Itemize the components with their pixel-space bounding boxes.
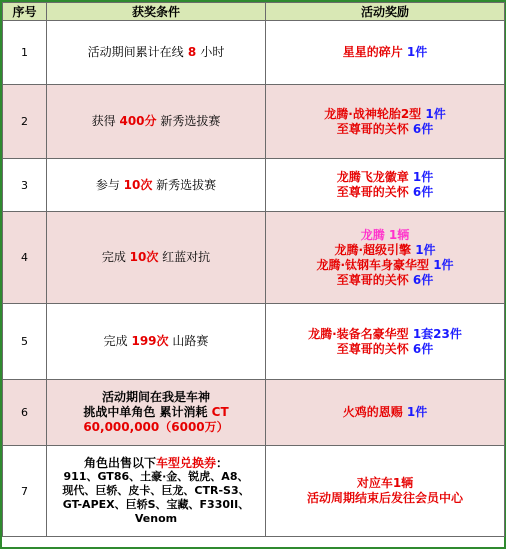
reward-quantity: 1套23件 <box>408 326 462 341</box>
condition-value: 60,000,000（6000万） <box>83 420 229 434</box>
header-number: 序号 <box>3 3 47 21</box>
reward-item: 龙腾·超级引擎 <box>334 242 412 257</box>
row-number: 5 <box>3 304 47 380</box>
row-number: 2 <box>3 85 47 159</box>
header-condition: 获奖条件 <box>47 3 266 21</box>
condition-value: 10次 <box>123 177 153 192</box>
condition-cell <box>47 304 266 380</box>
reward-quantity: 1件 <box>408 170 434 184</box>
row-number: 4 <box>3 212 47 304</box>
reward-quantity: 1件 <box>421 106 446 121</box>
reward-quantity: 1件 <box>411 242 436 257</box>
car-list-line: 911、GT86、土豪·金、锐虎、A8、 <box>63 470 249 483</box>
condition-value: 199次 <box>131 334 169 348</box>
reward-cell <box>266 21 505 85</box>
car-list-line: GT-APEX、巨轿S、宝藏、F330II、 <box>62 498 250 511</box>
condition-cell <box>47 446 266 537</box>
condition-cell <box>47 21 266 85</box>
reward-cell <box>266 304 505 380</box>
reward-quantity: 1件 <box>429 257 454 272</box>
reward-quantity: 6件 <box>408 121 434 136</box>
condition-text: 新秀选拔赛 <box>152 177 217 192</box>
table-row <box>3 380 505 446</box>
header-reward: 活动奖励 <box>266 3 505 21</box>
reward-item: 龙腾·装备名豪华型 <box>308 326 409 341</box>
reward-cell <box>266 159 505 212</box>
condition-cell <box>47 212 266 304</box>
reward-note: 活动周期结束后发往会员中心 <box>306 491 463 505</box>
condition-text: 小时 <box>200 45 225 59</box>
condition-value: 8 <box>183 45 201 59</box>
row-number: 1 <box>3 21 47 85</box>
condition-cell <box>47 85 266 159</box>
condition-cell <box>47 159 266 212</box>
reward-item-vehicle: 龙腾 1辆 <box>360 227 410 242</box>
reward-quantity: 6件 <box>408 341 434 356</box>
reward-item: 星星的碎片 <box>342 45 403 59</box>
condition-value: 400分 <box>119 114 157 128</box>
table-row <box>3 21 505 85</box>
reward-cell <box>266 212 505 304</box>
table-row <box>3 446 505 537</box>
reward-item: 龙腾飞龙徽章 <box>336 170 409 184</box>
condition-text: 红蓝对抗 <box>158 250 211 264</box>
reward-cell <box>266 380 505 446</box>
reward-item: 对应车1辆 <box>356 476 414 490</box>
reward-item: 至尊哥的关怀 <box>336 185 409 199</box>
car-list-line: Venom <box>134 512 178 525</box>
reward-quantity: 1件 <box>402 405 428 419</box>
table-row <box>3 304 505 380</box>
condition-cell <box>47 380 266 446</box>
condition-text: 新秀选拔赛 <box>156 114 221 128</box>
condition-text: 参与 <box>95 177 124 192</box>
row-number: 6 <box>3 380 47 446</box>
table-row <box>3 159 505 212</box>
condition-text: 山路赛 <box>168 334 209 348</box>
condition-text: 挑战中单角色 累计消耗 <box>83 405 212 419</box>
table-header-row <box>3 3 505 21</box>
condition-text: ： <box>216 456 229 470</box>
condition-voucher: 车型兑换券 <box>155 456 216 470</box>
reward-table <box>2 2 505 537</box>
row-number: 3 <box>3 159 47 212</box>
condition-text: 活动期间在我是车神 <box>101 390 210 404</box>
reward-cell <box>266 85 505 159</box>
condition-text: 完成 <box>103 334 132 348</box>
condition-text: 活动期间累计在线 <box>87 45 184 59</box>
reward-item: 龙腾·钛钢车身豪华型 <box>316 257 430 272</box>
reward-quantity: 1件 <box>402 45 428 59</box>
car-list-line: 现代、巨轿、皮卡、巨龙、CTR-S3、 <box>62 484 250 497</box>
table-row <box>3 85 505 159</box>
condition-value: 10次 <box>129 250 159 264</box>
condition-text: 角色出售以下 <box>83 456 156 470</box>
reward-item: 至尊哥的关怀 <box>336 121 409 136</box>
row-number: 7 <box>3 446 47 537</box>
reward-item: 火鸡的恩赐 <box>342 405 403 419</box>
reward-quantity: 6件 <box>408 185 434 199</box>
reward-item: 至尊哥的关怀 <box>336 272 409 287</box>
reward-item: 龙腾·战神轮胎2型 <box>324 106 422 121</box>
condition-currency: CT <box>211 405 229 419</box>
table-row <box>3 212 505 304</box>
condition-text: 获得 <box>91 114 120 128</box>
condition-text: 完成 <box>101 250 130 264</box>
reward-item: 至尊哥的关怀 <box>336 341 409 356</box>
reward-cell <box>266 446 505 537</box>
reward-quantity: 6件 <box>408 272 434 287</box>
